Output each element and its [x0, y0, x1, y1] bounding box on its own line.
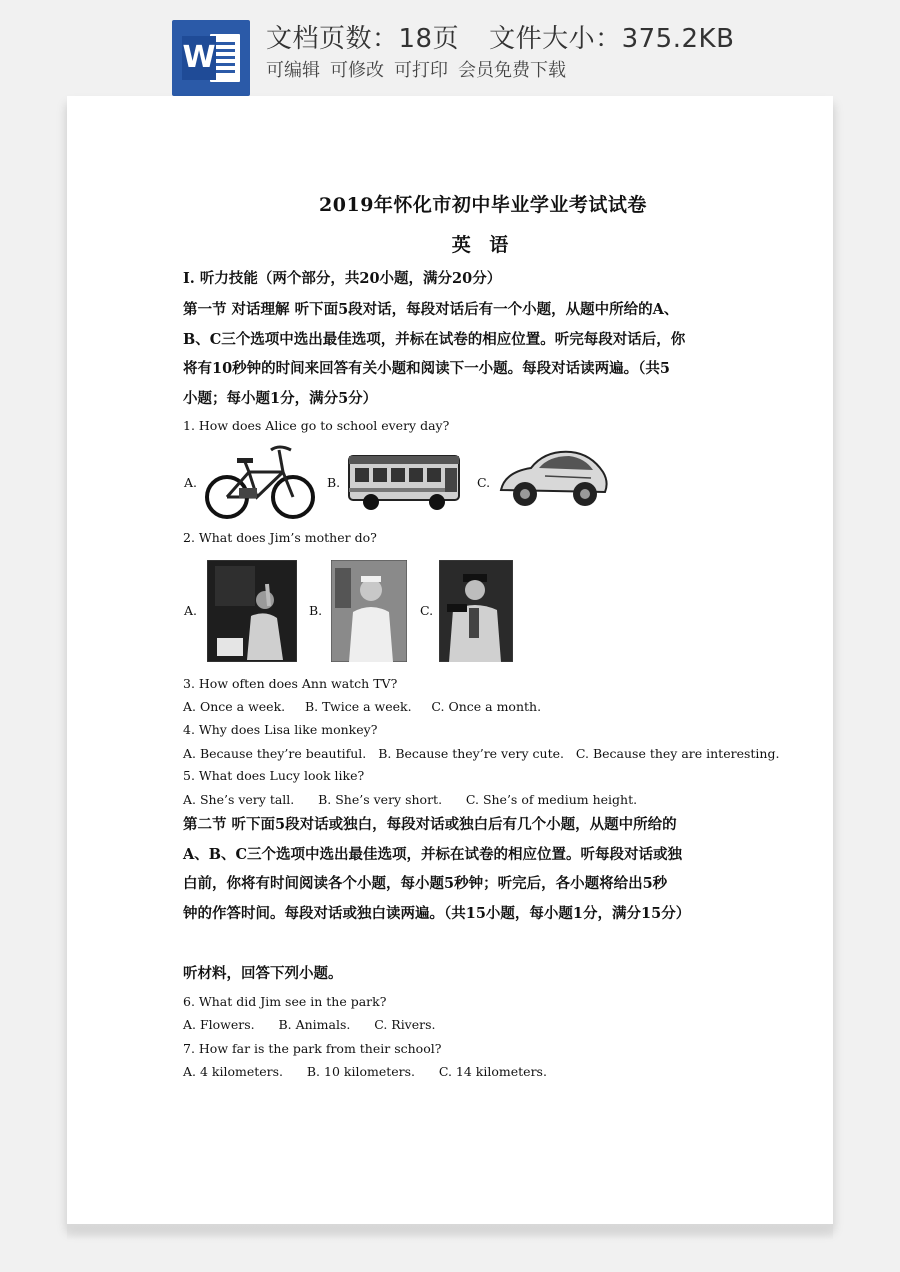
feature-member-download: 会员免费下载 — [458, 60, 566, 81]
section-1-heading: I. 听力技能（两个部分，共20小题，满分20分） — [183, 270, 502, 287]
q1-option-b-label: B. — [327, 475, 341, 490]
police-officer-photo — [439, 560, 513, 662]
part1-line: B、C三个选项中选出最佳选项，并标在试卷的相应位置。听完每段对话后，你 — [183, 330, 686, 348]
part1-line: 第一节 对话理解 听下面5段对话，每段对话后有一个小题，从题中所给的A、 — [183, 301, 679, 318]
question-1: 1. How does Alice go to school every day? — [183, 418, 450, 433]
page-shadow — [67, 1224, 833, 1240]
question-7: 7. How far is the park from their school? — [183, 1041, 442, 1056]
part1-line: 将有10秒钟的时间来回答有关小题和阅读下一小题。每段对话读两遍。（共5 — [183, 360, 671, 377]
download-banner — [0, 0, 900, 96]
feature-modifiable: 可修改 — [330, 60, 384, 81]
file-info — [266, 18, 734, 55]
q2-option-a-label: A. — [184, 603, 198, 618]
word-doc-icon — [172, 20, 250, 96]
question-2: 2. What does Jim’s mother do? — [183, 530, 377, 545]
feature-list — [266, 56, 576, 82]
question-5-options: A. She’s very tall. B. She’s very short. C. She’s of medium height. — [183, 792, 638, 807]
question-4-options: A. Because they’re beautiful. B. Because they’re very cute. C. Because they are interesting. — [183, 746, 780, 761]
bicycle-icon — [205, 442, 315, 522]
document-page — [67, 96, 833, 1224]
part1-line: 小题；每小题1分，满分5分） — [183, 389, 378, 407]
exam-subject: 英 语 — [451, 234, 515, 256]
question-5: 5. What does Lucy look like? — [183, 768, 365, 783]
part1-instructions — [183, 295, 723, 413]
bus-icon — [345, 450, 463, 512]
file-size: 文件大小：375.2KB — [489, 24, 735, 54]
nurse-photo — [331, 560, 407, 662]
question-6: 6. What did Jim see in the park? — [183, 994, 387, 1009]
question-4: 4. Why does Lisa like monkey? — [183, 722, 378, 737]
feature-editable: 可编辑 — [266, 60, 320, 81]
listen-prompt: 听材料，回答下列小题。 — [183, 965, 343, 982]
car-icon — [495, 442, 611, 518]
part2-instructions — [183, 810, 723, 928]
teacher-photo — [207, 560, 297, 662]
word-logo-letter: W — [182, 36, 216, 80]
part2-line: 白前，你将有时间阅读各个小题，每小题5秒钟；听完后，各小题将给出5秒 — [183, 875, 668, 892]
question-3: 3. How often does Ann watch TV? — [183, 676, 398, 691]
q1-option-a-label: A. — [184, 475, 198, 490]
page-count: 文档页数：18页 — [266, 24, 460, 54]
question-6-options: A. Flowers. B. Animals. C. Rivers. — [183, 1017, 436, 1032]
q2-option-c-label: C. — [420, 603, 434, 618]
part2-line: 第二节 听下面5段对话或独白，每段对话或独白后有几个小题，从题中所给的 — [183, 816, 677, 833]
q2-option-b-label: B. — [309, 603, 323, 618]
question-3-options: A. Once a week. B. Twice a week. C. Once a month. — [183, 699, 542, 714]
part2-line: 钟的作答时间。每段对话或独白读两遍。（共15小题，每小题1分，满分15分） — [183, 904, 691, 922]
part2-line: A、B、C三个选项中选出最佳选项，并标在试卷的相应位置。听每段对话或独 — [183, 845, 683, 863]
question-7-options: A. 4 kilometers. B. 10 kilometers. C. 14 kilometers. — [183, 1064, 547, 1079]
q1-option-c-label: C. — [477, 475, 491, 490]
exam-title: 2019年怀化市初中毕业学业考试试卷 — [319, 194, 647, 216]
feature-printable: 可打印 — [394, 60, 448, 81]
